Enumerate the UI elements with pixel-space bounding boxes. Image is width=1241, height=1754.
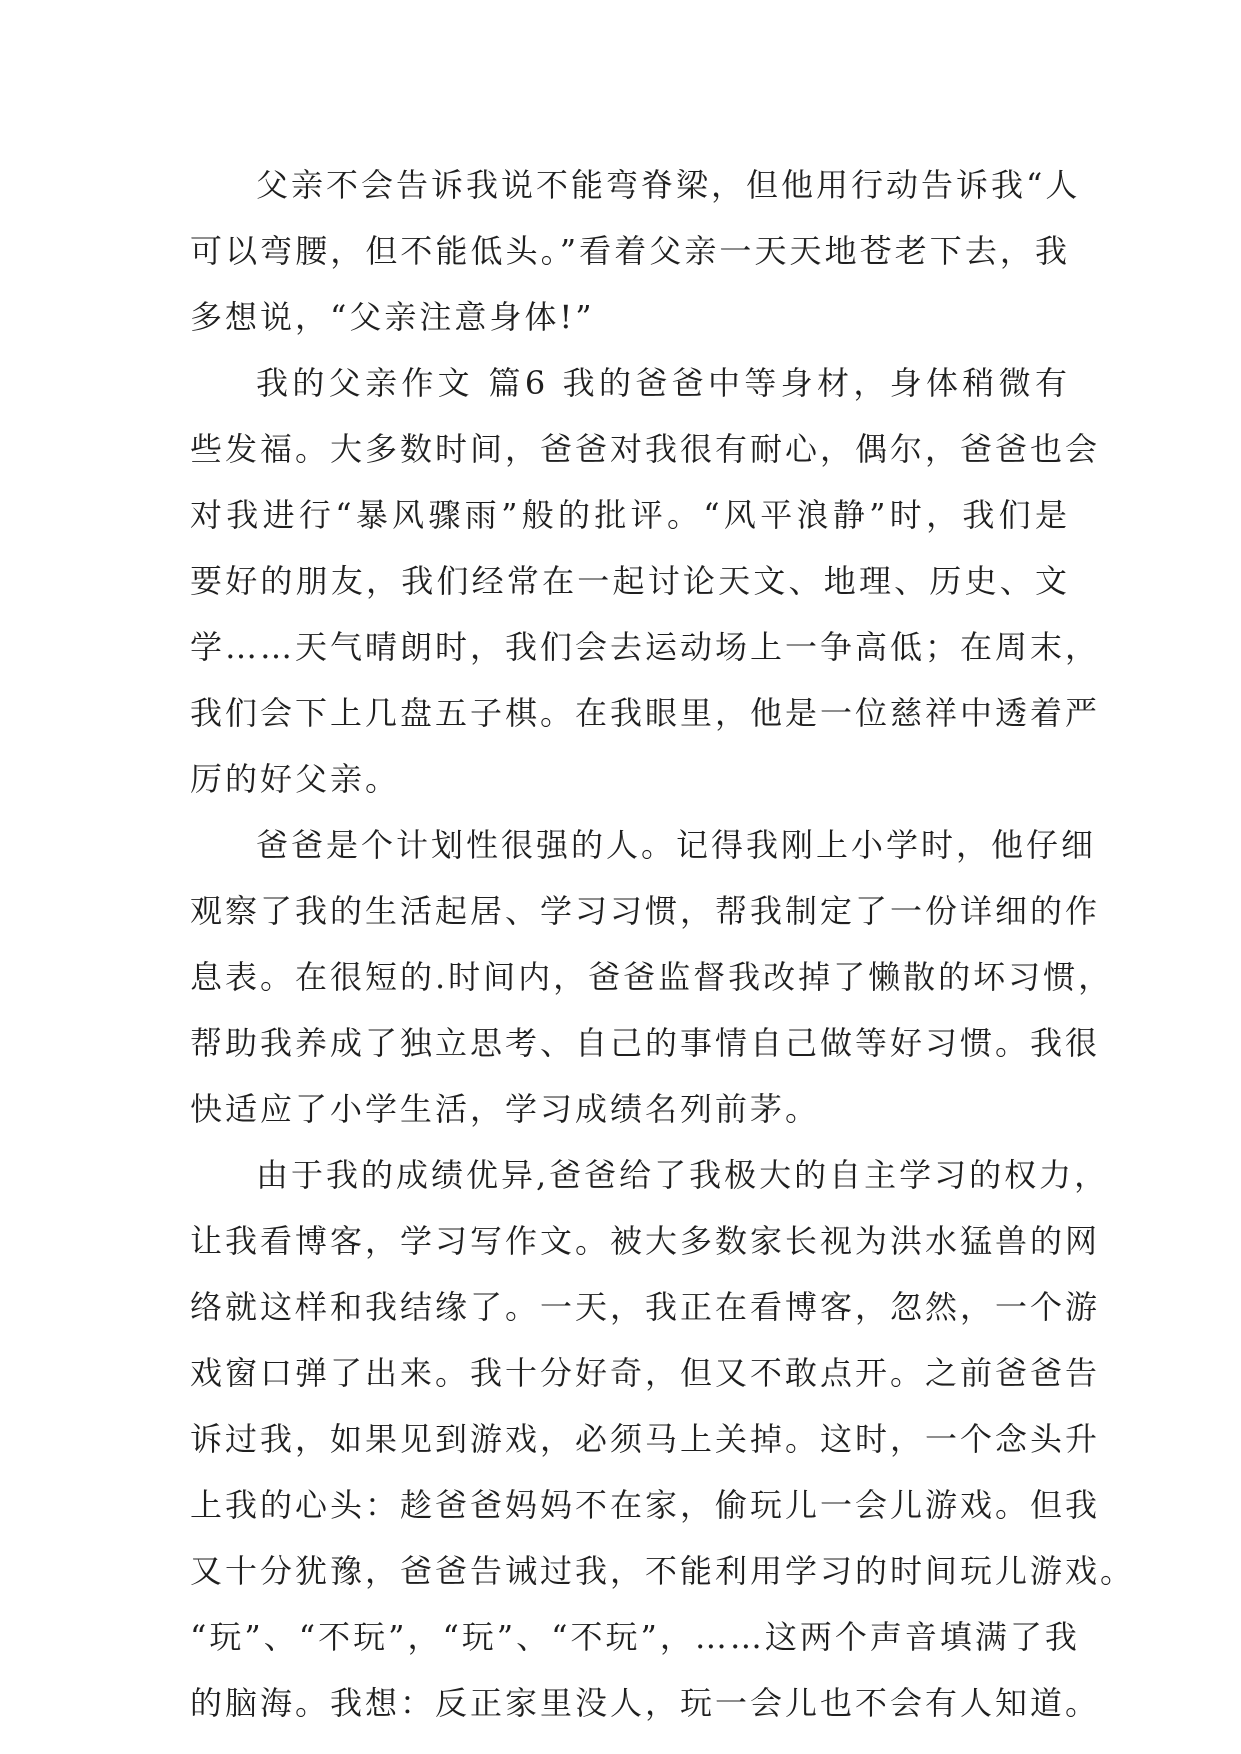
- text-line: 可以弯腰，但不能低头。”看着父亲一天天地苍老下去，我: [190, 232, 1070, 270]
- text-line: 戏窗口弹了出来。我十分好奇，但又不敢点开。之前爸爸告: [190, 1354, 1101, 1392]
- text-line: 帮助我养成了独立思考、自己的事情自己做等好习惯。我很: [190, 1024, 1101, 1062]
- text-line: 要好的朋友，我们经常在一起讨论天文、地理、历史、文: [190, 562, 1070, 600]
- text-line: 上我的心头：趁爸爸妈妈不在家，偷玩儿一会儿游戏。但我: [190, 1486, 1101, 1524]
- text-line: 我们会下上几盘五子棋。在我眼里，他是一位慈祥中透着严: [190, 694, 1101, 732]
- text-line: “玩”、“不玩”，“玩”、“不玩”，……这两个声音填满了我: [190, 1618, 1080, 1656]
- text-line: 学……天气晴朗时，我们会去运动场上一争高低；在周末，: [190, 628, 1101, 666]
- text-line: 络就这样和我结缘了。一天，我正在看博客，忽然，一个游: [190, 1288, 1101, 1326]
- text-line: 我的父亲作文 篇6 我的爸爸中等身材，身体稍微有: [256, 364, 1070, 402]
- text-line: 爸爸是个计划性很强的人。记得我刚上小学时，他仔细: [256, 826, 1097, 864]
- text-line: 对我进行“暴风骤雨”般的批评。“风平浪静”时，我们是: [190, 496, 1070, 534]
- text-line: 厉的好父亲。: [190, 760, 401, 798]
- text-line: 观察了我的生活起居、学习习惯，帮我制定了一份详细的作: [190, 892, 1101, 930]
- text-line: 息表。在很短的.时间内，爸爸监督我改掉了懒散的坏习惯，: [190, 958, 1114, 996]
- text-line: 诉过我，如果见到游戏，必须马上关掉。这时，一个念头升: [190, 1420, 1101, 1458]
- text-line: 的脑海。我想：反正家里没人，玩一会儿也不会有人知道。: [190, 1684, 1101, 1722]
- text-line: 由于我的成绩优异,爸爸给了我极大的自主学习的权力，: [256, 1156, 1110, 1194]
- text-line: 让我看博客，学习写作文。被大多数家长视为洪水猛兽的网: [190, 1222, 1101, 1260]
- text-line: 些发福。大多数时间，爸爸对我很有耐心，偶尔，爸爸也会: [190, 430, 1101, 468]
- text-line: 父亲不会告诉我说不能弯脊梁，但他用行动告诉我“人: [256, 166, 1081, 204]
- text-line: 多想说，“父亲注意身体!”: [190, 298, 595, 336]
- text-line: 又十分犹豫，爸爸告诫过我，不能利用学习的时间玩儿游戏。: [190, 1552, 1136, 1590]
- text-line: 快适应了小学生活，学习成绩名列前茅。: [190, 1090, 821, 1128]
